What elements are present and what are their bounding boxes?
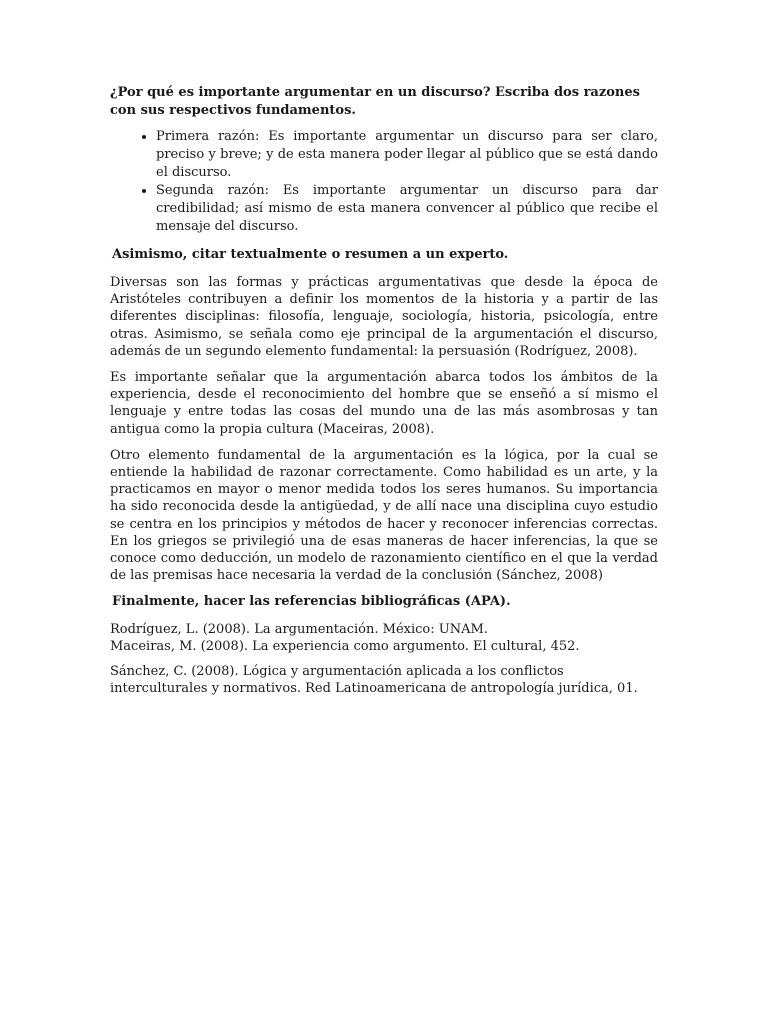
subheading-cite-expert: Asimismo, citar textualmente o resumen a un experto. — [112, 247, 509, 262]
reference-list — [110, 621, 658, 697]
document-page — [110, 84, 658, 697]
list-item: • Segunda razón: Es importante argumentar un discurso para dar credibilidad; así mismo de esta manera convencer al público que recibe el mensaje del discurso. — [156, 182, 658, 236]
reference-item: Sánchez, C. (2008). Lógica y argumentación aplicada a los conflictos interculturales y normativos. Red Latinoamericana de antropología jurídica, 01. — [110, 664, 638, 697]
subheading-references: Finalmente, hacer las referencias bibliográficas (APA). — [112, 594, 511, 610]
paragraph: Es importante señalar que la argumentación abarca todos los ámbitos de la experiencia, desde el reconocimiento del hombre que se enseñó a sí mismo el lenguaje y entre todas las cosas del mundo una de las más asombrosas y tan antigua como la propia cultura (Maceiras, 2008). — [110, 370, 658, 437]
question-heading: ¿Por qué es importante argumentar en un discurso? Escriba dos razones con sus respectivos fundamentos. — [110, 85, 640, 118]
list-item: • Primera razón: Es importante argumentar un discurso para ser claro, preciso y breve; y de esta manera poder llegar al público que se está dando el discurso. — [156, 128, 658, 182]
reasons-list — [110, 128, 658, 236]
paragraph: Otro elemento fundamental de la argumentación es la lógica, por la cual se entiende la habilidad de razonar correctamente. Como habilidad es un arte, y la practicamos en mayor o menor medida todos los seres humanos. Su importancia ha sido reconocida desde la antigüedad, y de allí nace una disciplina cuyo estudio se centra en los principios y métodos de hacer y reconocer inferencias correctas. En los griegos se privilegió una de esas maneras de hacer inferencias, la que se conoce como deducción, un modelo de razonamiento científico en el que la verdad de las premisas hace necesaria la verdad de la conclusión (Sánchez, 2008) — [110, 447, 658, 584]
reference-item: Maceiras, M. (2008). La experiencia como argumento. El cultural, 452. — [110, 639, 580, 655]
reference-item: Rodríguez, L. (2008). La argumentación. México: UNAM. — [110, 622, 488, 638]
paragraph: Diversas son las formas y prácticas argumentativas que desde la época de Aristóteles contribuyen a definir los momentos de la historia y a partir de las diferentes disciplinas: filosofía, lenguaje, sociología, historia, psicología, entre otras. Asimismo, se señala como eje principal de la argumentación el discurso, además de un segundo elemento fundamental: la persuasión (Rodríguez, 2008). — [110, 275, 658, 359]
